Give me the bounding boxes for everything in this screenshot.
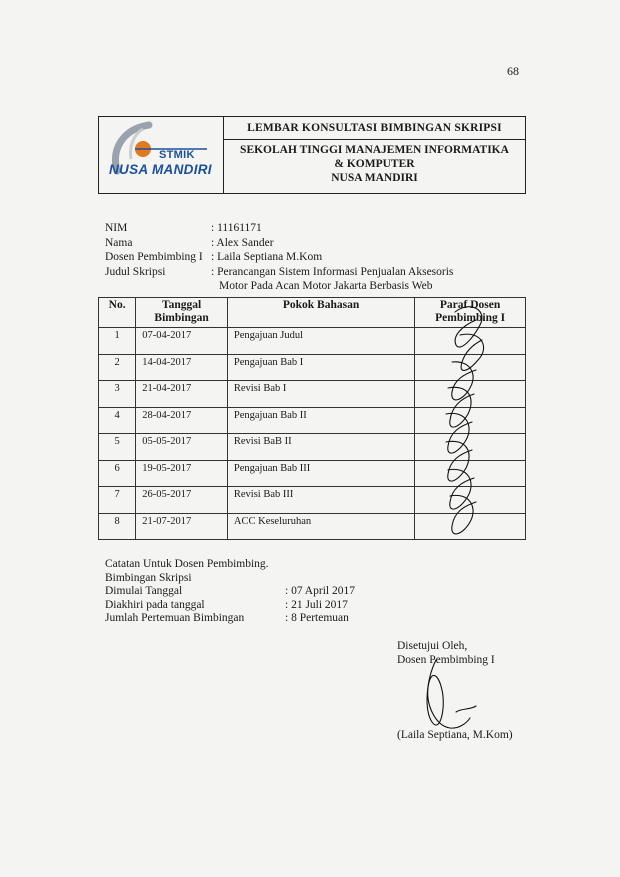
institution-logo [99,117,224,193]
start-value: : 07 April 2017 [285,585,355,597]
row-topic: Pengajuan Bab II [227,407,414,434]
start-label: Dimulai Tanggal [105,585,183,597]
nim-value: : 11161171 [211,222,262,234]
notes-section [105,558,355,626]
row-topic: Pengajuan Bab I [227,354,414,381]
row-date: 14-04-2017 [136,354,228,381]
thesis-value: : Perancangan Sistem Informasi Penjualan Aksesoris [211,265,454,278]
header-date: Tanggal Bimbingan [136,298,228,328]
student-info [105,221,509,294]
row-topic: ACC Keseluruhan [227,513,414,540]
table-row [99,328,526,355]
nim-label: NIM [105,222,128,234]
row-topic: Pengajuan Judul [227,328,414,355]
row-date: 28-04-2017 [136,407,228,434]
count-label: Jumlah Pertemuan Bimbingan [105,612,245,624]
row-sign [415,328,526,355]
row-date: 19-05-2017 [136,460,228,487]
consultation-table [98,297,526,540]
header-topic: Pokok Bahasan [227,298,414,328]
final-signature [427,660,470,728]
title-cell [224,117,525,193]
final-signature [456,706,476,712]
row-date: 21-04-2017 [136,381,228,408]
row-date: 05-05-2017 [136,434,228,461]
row-sign [415,460,526,487]
logo-text-stmik: STMIK [159,149,195,161]
row-topic: Pengajuan Bab III [227,460,414,487]
header-sign: Paraf Dosen Pembimbing I [415,298,526,328]
row-sign [415,434,526,461]
document-header [98,116,526,194]
row-no: 4 [99,407,136,434]
approval-line-2: Dosen Pembimbing I [397,654,495,666]
row-no: 1 [99,328,136,355]
document-title: LEMBAR KONSULTASI BIMBINGAN SKRIPSI [224,117,525,140]
institution-line-1: SEKOLAH TINGGI MANAJEMEN INFORMATIKA [240,144,509,156]
row-date: 21-07-2017 [136,513,228,540]
approver-name: (Laila Septiana, M.Kom) [397,729,513,741]
page-number: 68 [507,64,519,78]
table-row [99,434,526,461]
row-date: 26-05-2017 [136,487,228,514]
row-sign [415,407,526,434]
advisor-value: : Laila Septiana M.Kom [211,251,323,263]
row-topic: Revisi Bab III [227,487,414,514]
row-sign [415,381,526,408]
institution-line-3: NUSA MANDIRI [331,172,418,184]
table-row [99,487,526,514]
row-topic: Revisi BaB II [227,434,414,461]
institution-line-2: & KOMPUTER [334,158,415,170]
row-no: 8 [99,513,136,540]
row-no: 2 [99,354,136,381]
end-label: Diakhiri pada tanggal [105,598,205,611]
count-value: : 8 Pertemuan [285,612,349,624]
row-no: 5 [99,434,136,461]
thesis-value-line-2: Motor Pada Acan Motor Jakarta Berbasis Web [219,280,433,292]
approval-block [397,639,495,667]
name-value: : Alex Sander [211,236,274,249]
table-row [99,513,526,540]
thesis-label: Judul Skripsi [105,265,166,278]
table-row [99,407,526,434]
name-label: Nama [105,236,133,249]
row-no: 6 [99,460,136,487]
row-sign [415,354,526,381]
table-header-row [99,298,526,328]
row-no: 3 [99,381,136,408]
row-date: 07-04-2017 [136,328,228,355]
end-value: : 21 Juli 2017 [285,598,348,611]
header-no: No. [99,298,136,328]
table-row [99,354,526,381]
notes-line-2: Bimbingan Skripsi [105,571,192,584]
table-row [99,460,526,487]
row-topic: Revisi Bab I [227,381,414,408]
row-sign [415,487,526,514]
advisor-label: Dosen Pembimbing I [105,251,203,263]
table-row [99,381,526,408]
row-no: 7 [99,487,136,514]
logo-text-nusa-mandiri: NUSA MANDIRI [109,162,212,177]
notes-line-1: Catatan Untuk Dosen Pembimbing. [105,558,269,570]
institution-name [224,140,525,193]
row-sign [415,513,526,540]
approval-line-1: Disetujui Oleh, [397,640,468,652]
